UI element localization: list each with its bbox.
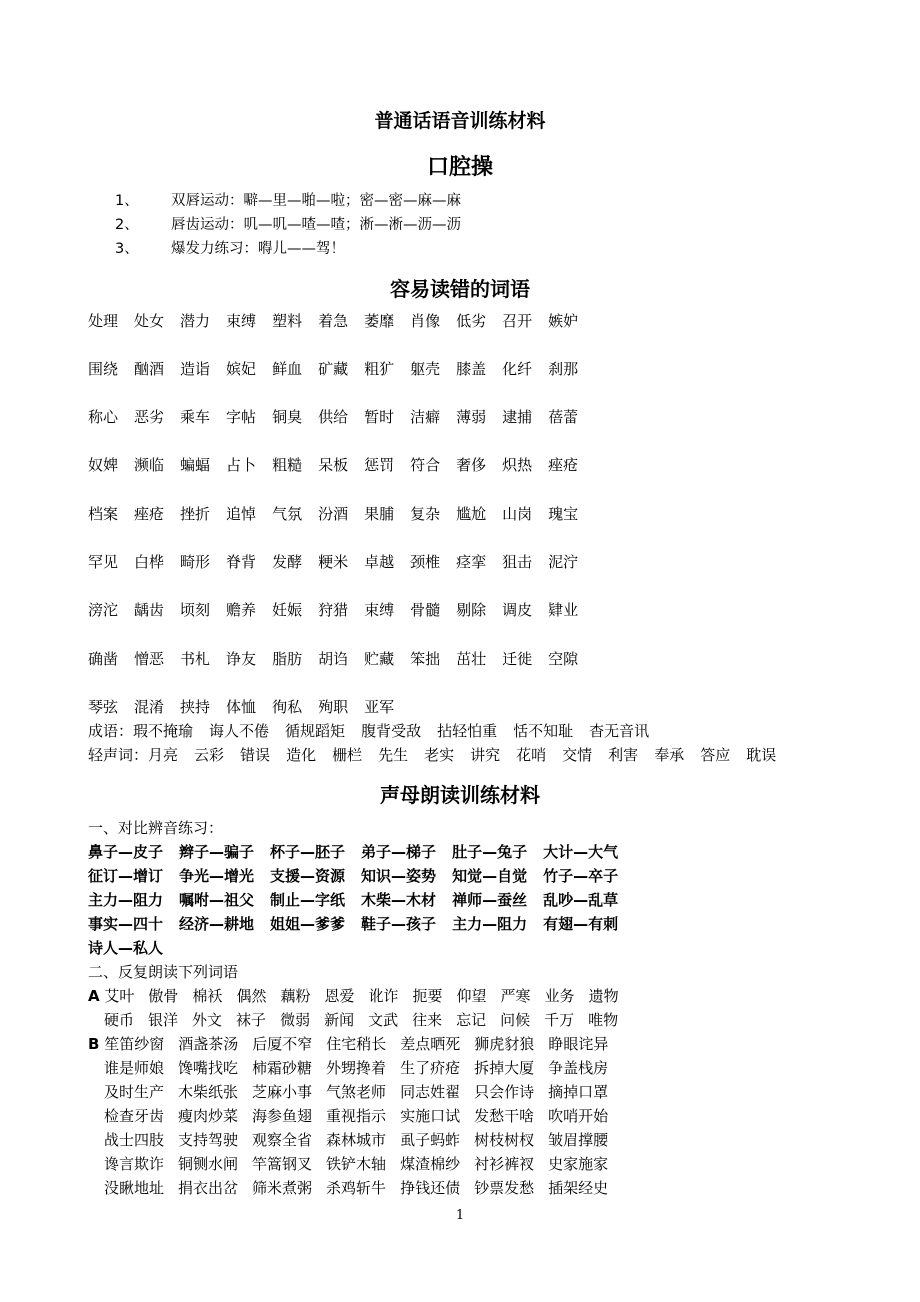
contrast-pair: 姐姐—爹爹: [270, 915, 346, 933]
contrast-pair: 弟子—梯子: [361, 843, 437, 861]
word: 恩爱: [324, 987, 355, 1005]
word: 书札: [180, 650, 211, 668]
word: 脂肪: [272, 650, 303, 668]
phrase: 芝麻小事: [252, 1083, 313, 1101]
phrase: 馋嘴找吃: [178, 1059, 239, 1077]
word: 白桦: [134, 553, 165, 571]
phrase: 观察全省: [252, 1131, 313, 1149]
word: 外文: [192, 1011, 223, 1029]
contrast-pair: 大计—大气: [543, 843, 619, 861]
word: 嫔妃: [226, 360, 257, 378]
word: 赡养: [226, 601, 257, 619]
word: 粗糙: [272, 456, 303, 474]
word: 濒临: [134, 456, 165, 474]
word: 银洋: [148, 1011, 179, 1029]
word: 诤友: [226, 650, 257, 668]
section-title: 一、对比辨音练习：: [88, 819, 224, 837]
word: 挟持: [180, 698, 211, 716]
contrast-row: [88, 889, 634, 911]
word: 痉挛: [456, 553, 487, 571]
heading-mistake-words: 容易读错的词语: [390, 277, 530, 301]
contrast-row: [88, 865, 634, 887]
word: 混淆: [134, 698, 165, 716]
word: 酗酒: [134, 360, 165, 378]
word: 恶劣: [134, 408, 165, 426]
phrase: 铁铲木轴: [326, 1155, 387, 1173]
contrast-pair: 杯子—胚子: [270, 843, 346, 861]
phrase: 海参鱼翅: [252, 1107, 313, 1125]
exercise-number: 2、: [115, 217, 139, 233]
word: 调皮: [502, 601, 533, 619]
word: 狙击: [502, 553, 533, 571]
word: 亚军: [364, 698, 395, 716]
word: 逮捕: [502, 408, 533, 426]
contrast-pair: 知觉—自觉: [452, 867, 528, 885]
group-b-row: [104, 1129, 622, 1151]
contrast-pair: 诗人—私人: [88, 939, 164, 957]
phrase: 捐衣出岔: [178, 1179, 239, 1197]
word: 确凿: [88, 650, 119, 668]
phrase: 树枝树杈: [474, 1131, 535, 1149]
idiom: 杳无音讯: [589, 722, 650, 740]
word: 铜臭: [272, 408, 303, 426]
word: 问候: [500, 1011, 531, 1029]
word: 惩罚: [364, 456, 395, 474]
contrast-pair: 辫子—骗子: [179, 843, 255, 861]
word-row: [88, 406, 594, 428]
phrase: 皱眉撑腰: [548, 1131, 609, 1149]
word: 贮藏: [364, 650, 395, 668]
contrast-pair: 乱吵—乱草: [543, 891, 619, 909]
word: 泥泞: [548, 553, 579, 571]
exercise-text: 双唇运动：噼—里—啪—啦；密—密—麻—麻: [171, 193, 461, 209]
word: 束缚: [226, 312, 257, 330]
word-row: [88, 648, 594, 670]
word: 造诣: [180, 360, 211, 378]
idioms-row: [88, 720, 665, 742]
word: 膝盖: [456, 360, 487, 378]
contrast-pair: 支援—资源: [270, 867, 346, 885]
phrase: 谁是师娘: [104, 1059, 165, 1077]
idiom: 腹背受敌: [361, 722, 422, 740]
word: 薄弱: [456, 408, 487, 426]
word: 处女: [134, 312, 165, 330]
word: 徇私: [272, 698, 303, 716]
phrase: 同志姓翟: [400, 1083, 461, 1101]
word: 琴弦: [88, 698, 119, 716]
contrast-pair: 主力—阻力: [88, 891, 164, 909]
phrase: 外甥搀着: [326, 1059, 387, 1077]
idiom: 循规蹈矩: [285, 722, 346, 740]
neutral-word: 耽误: [746, 746, 777, 764]
contrast-pair: 鼻子—皮子: [88, 843, 164, 861]
exercise-text: 唇齿运动：叽—叽—喳—喳；淅—淅—沥—沥: [171, 217, 461, 233]
phrase: 争盖栈房: [548, 1059, 609, 1077]
word: 袜子: [236, 1011, 267, 1029]
word: 讹诈: [368, 987, 399, 1005]
word: 茁壮: [456, 650, 487, 668]
contrast-pair: 木柴—木材: [361, 891, 437, 909]
word: 暂时: [364, 408, 395, 426]
phrase: 睁眼诧异: [548, 1035, 609, 1053]
idiom: 瑕不掩瑜: [133, 722, 194, 740]
word: 颈椎: [410, 553, 441, 571]
word: 蓓蕾: [548, 408, 579, 426]
idiom: 恬不知耻: [513, 722, 574, 740]
word-row: [88, 503, 594, 525]
word: 果脯: [364, 505, 395, 523]
word: 鲜血: [272, 360, 303, 378]
word: 罕见: [88, 553, 119, 571]
word: 新闻: [324, 1011, 355, 1029]
word: 肖像: [410, 312, 441, 330]
phrase: 没瞅地址: [104, 1179, 165, 1197]
phrase: 差点晒死: [400, 1035, 461, 1053]
phrase: 吹哨开始: [548, 1107, 609, 1125]
page-number: 1: [455, 1208, 465, 1223]
group-b-row: [104, 1057, 622, 1079]
neutral-word: 奉承: [654, 746, 685, 764]
word: 束缚: [364, 601, 395, 619]
word: 忘记: [456, 1011, 487, 1029]
word: 剔除: [456, 601, 487, 619]
phrase: 柿霜砂糖: [252, 1059, 313, 1077]
exercise-item: [115, 238, 345, 260]
word: 气氛: [272, 505, 303, 523]
group-a-row: [104, 1009, 632, 1031]
phrase: 煤渣棉纱: [400, 1155, 461, 1173]
word: 供给: [318, 408, 349, 426]
phrase: 发愁干啥: [474, 1107, 535, 1125]
heading-initials-training: 声母朗读训练材料: [380, 783, 540, 807]
phrase: 检查牙齿: [104, 1107, 165, 1125]
word: 文武: [368, 1011, 399, 1029]
word: 围绕: [88, 360, 119, 378]
phrase: 拆掉大厦: [474, 1059, 535, 1077]
word: 憎恶: [134, 650, 165, 668]
contrast-pair: 鞋子—孩子: [361, 915, 437, 933]
word: 山岗: [502, 505, 533, 523]
word: 塑料: [272, 312, 303, 330]
word: 唯物: [588, 1011, 619, 1029]
word: 召开: [502, 312, 533, 330]
neutral-word: 花哨: [516, 746, 547, 764]
word: 棉袄: [192, 987, 223, 1005]
contrast-pair: 争光—增光: [179, 867, 255, 885]
contrast-pair: 知识—姿势: [361, 867, 437, 885]
phrase: 气煞老师: [326, 1083, 387, 1101]
word: 痤疮: [548, 456, 579, 474]
word: 符合: [410, 456, 441, 474]
group-b-label: B: [88, 1035, 100, 1053]
word: 瑰宝: [548, 505, 579, 523]
word: 迁徙: [502, 650, 533, 668]
contrast-row: [88, 937, 179, 959]
exercise-number: 3、: [115, 241, 139, 257]
word: 尴尬: [456, 505, 487, 523]
word: 蝙蝠: [180, 456, 211, 474]
word: 微弱: [280, 1011, 311, 1029]
phrase: 挣钱还债: [400, 1179, 461, 1197]
word: 乘车: [180, 408, 211, 426]
word: 躯壳: [410, 360, 441, 378]
contrast-pair: 经济—耕地: [179, 915, 255, 933]
phrase: 木柴纸张: [178, 1083, 239, 1101]
word: 化纤: [502, 360, 533, 378]
word: 体恤: [226, 698, 257, 716]
group-b-row: [104, 1177, 622, 1199]
phrase: 后厦不窄: [252, 1035, 313, 1053]
neutral-word: 月亮: [148, 746, 179, 764]
word-row: [88, 454, 594, 476]
word: 占卜: [226, 456, 257, 474]
phrase: 瘦肉炒菜: [178, 1107, 239, 1125]
word: 扼要: [412, 987, 443, 1005]
neutral-tone-row: [88, 744, 792, 766]
neutral-word: 讲究: [470, 746, 501, 764]
contrast-row: [88, 913, 634, 935]
word: 龋齿: [134, 601, 165, 619]
heading-oral-exercise: 口腔操: [426, 155, 493, 180]
idiom: 诲人不倦: [209, 722, 270, 740]
phrase: 支持驾驶: [178, 1131, 239, 1149]
word: 艾叶: [104, 987, 135, 1005]
phrase: 笙笛纱窗: [104, 1035, 165, 1053]
word-row: [88, 696, 410, 718]
word: 着急: [318, 312, 349, 330]
word: 称心: [88, 408, 119, 426]
word: 千万: [544, 1011, 575, 1029]
phrase: 谗言欺诈: [104, 1155, 165, 1173]
word: 偶然: [236, 987, 267, 1005]
word: 痤疮: [134, 505, 165, 523]
exercise-text: 爆发力练习：嘚儿——驾！: [171, 241, 345, 257]
word-row: [88, 310, 594, 332]
neutral-word: 答应: [700, 746, 731, 764]
word: 脊背: [226, 553, 257, 571]
neutral-word: 交情: [562, 746, 593, 764]
phrase: 重视指示: [326, 1107, 387, 1125]
phrase: 住宅稍长: [326, 1035, 387, 1053]
word: 复杂: [410, 505, 441, 523]
word-row: [88, 551, 594, 573]
phrase: 虱子蚂蚱: [400, 1131, 461, 1149]
phrase: 生了疥疮: [400, 1059, 461, 1077]
neutral-word: 造化: [286, 746, 317, 764]
word: 奴婢: [88, 456, 119, 474]
word: 胡诌: [318, 650, 349, 668]
contrast-pair: 主力—阻力: [452, 915, 528, 933]
word: 顷刻: [180, 601, 211, 619]
word: 严寒: [500, 987, 531, 1005]
contrast-pair: 事实—四十: [88, 915, 164, 933]
word-row: [88, 599, 594, 621]
word: 矿藏: [318, 360, 349, 378]
contrast-pair: 征订—增订: [88, 867, 164, 885]
phrase: 筛米煮粥: [252, 1179, 313, 1197]
word: 呆板: [318, 456, 349, 474]
neutral-word: 老实: [424, 746, 455, 764]
word: 嫉妒: [548, 312, 579, 330]
word: 空隙: [548, 650, 579, 668]
word: 潜力: [180, 312, 211, 330]
neutral-word: 利害: [608, 746, 639, 764]
word: 往来: [412, 1011, 443, 1029]
contrast-row: [88, 841, 634, 863]
phrase: 及时生产: [104, 1083, 165, 1101]
phrase: 铜铡水闸: [178, 1155, 239, 1173]
exercise-item: [115, 214, 461, 236]
word: 洁癖: [410, 408, 441, 426]
word: 粗犷: [364, 360, 395, 378]
exercise-number: 1、: [115, 193, 139, 209]
word: 处理: [88, 312, 119, 330]
group-b-row: [104, 1105, 622, 1127]
phrase: 摘掉口罩: [548, 1083, 609, 1101]
word: 炽热: [502, 456, 533, 474]
idioms-label: 成语：: [88, 722, 134, 740]
word: 殉职: [318, 698, 349, 716]
word: 粳米: [318, 553, 349, 571]
word: 妊娠: [272, 601, 303, 619]
phrase: 森林城市: [326, 1131, 387, 1149]
phrase: 史家施家: [548, 1155, 609, 1173]
contrast-pair: 禅师—蚕丝: [452, 891, 528, 909]
phrase: 酒盏茶汤: [178, 1035, 239, 1053]
phrase: 插架经史: [548, 1179, 609, 1197]
phrase: 狮虎豺狼: [474, 1035, 535, 1053]
group-a-row: [88, 985, 633, 1007]
word: 肄业: [548, 601, 579, 619]
section-title: 二、反复朗读下列词语: [88, 963, 239, 981]
word: 卓越: [364, 553, 395, 571]
group-b-row: [104, 1153, 622, 1175]
word: 畸形: [180, 553, 211, 571]
group-b-row: [88, 1033, 622, 1055]
word: 滂沱: [88, 601, 119, 619]
word: 狩猎: [318, 601, 349, 619]
contrast-pair: 竹子—卒子: [543, 867, 619, 885]
word: 追悼: [226, 505, 257, 523]
word: 低劣: [456, 312, 487, 330]
word: 藕粉: [280, 987, 311, 1005]
neutral-tone-label: 轻声词：: [88, 746, 149, 764]
word: 挫折: [180, 505, 211, 523]
page-title: 普通话语音训练材料: [374, 110, 546, 132]
phrase: 衬衫裤衩: [474, 1155, 535, 1173]
contrast-pair: 嘱咐—祖父: [179, 891, 255, 909]
word: 笨拙: [410, 650, 441, 668]
contrast-pair: 制止—字纸: [270, 891, 346, 909]
word: 硬币: [104, 1011, 135, 1029]
contrast-pair: 肚子—兔子: [452, 843, 528, 861]
word: 业务: [544, 987, 575, 1005]
phrase: 战士四肢: [104, 1131, 165, 1149]
word: 骨髓: [410, 601, 441, 619]
word: 发酵: [272, 553, 303, 571]
group-a-label: A: [88, 987, 100, 1005]
word: 档案: [88, 505, 119, 523]
phrase: 只会作诗: [474, 1083, 535, 1101]
neutral-word: 云彩: [194, 746, 225, 764]
group-b-row: [104, 1081, 622, 1103]
word: 字帖: [226, 408, 257, 426]
phrase: 竿篙钢叉: [252, 1155, 313, 1173]
word: 刹那: [548, 360, 579, 378]
phrase: 杀鸡斩牛: [326, 1179, 387, 1197]
idiom: 拈轻怕重: [437, 722, 498, 740]
word: 奢侈: [456, 456, 487, 474]
phrase: 钞票发愁: [474, 1179, 535, 1197]
word: 萎靡: [364, 312, 395, 330]
word: 傲骨: [148, 987, 179, 1005]
phrase: 实施口试: [400, 1107, 461, 1125]
neutral-word: 栅栏: [332, 746, 363, 764]
neutral-word: 错误: [240, 746, 271, 764]
exercise-item: [115, 190, 461, 212]
word: 遗物: [588, 987, 619, 1005]
word: 汾酒: [318, 505, 349, 523]
word: 仰望: [456, 987, 487, 1005]
word-row: [88, 358, 594, 380]
contrast-pair: 有翅—有刺: [543, 915, 619, 933]
neutral-word: 先生: [378, 746, 409, 764]
